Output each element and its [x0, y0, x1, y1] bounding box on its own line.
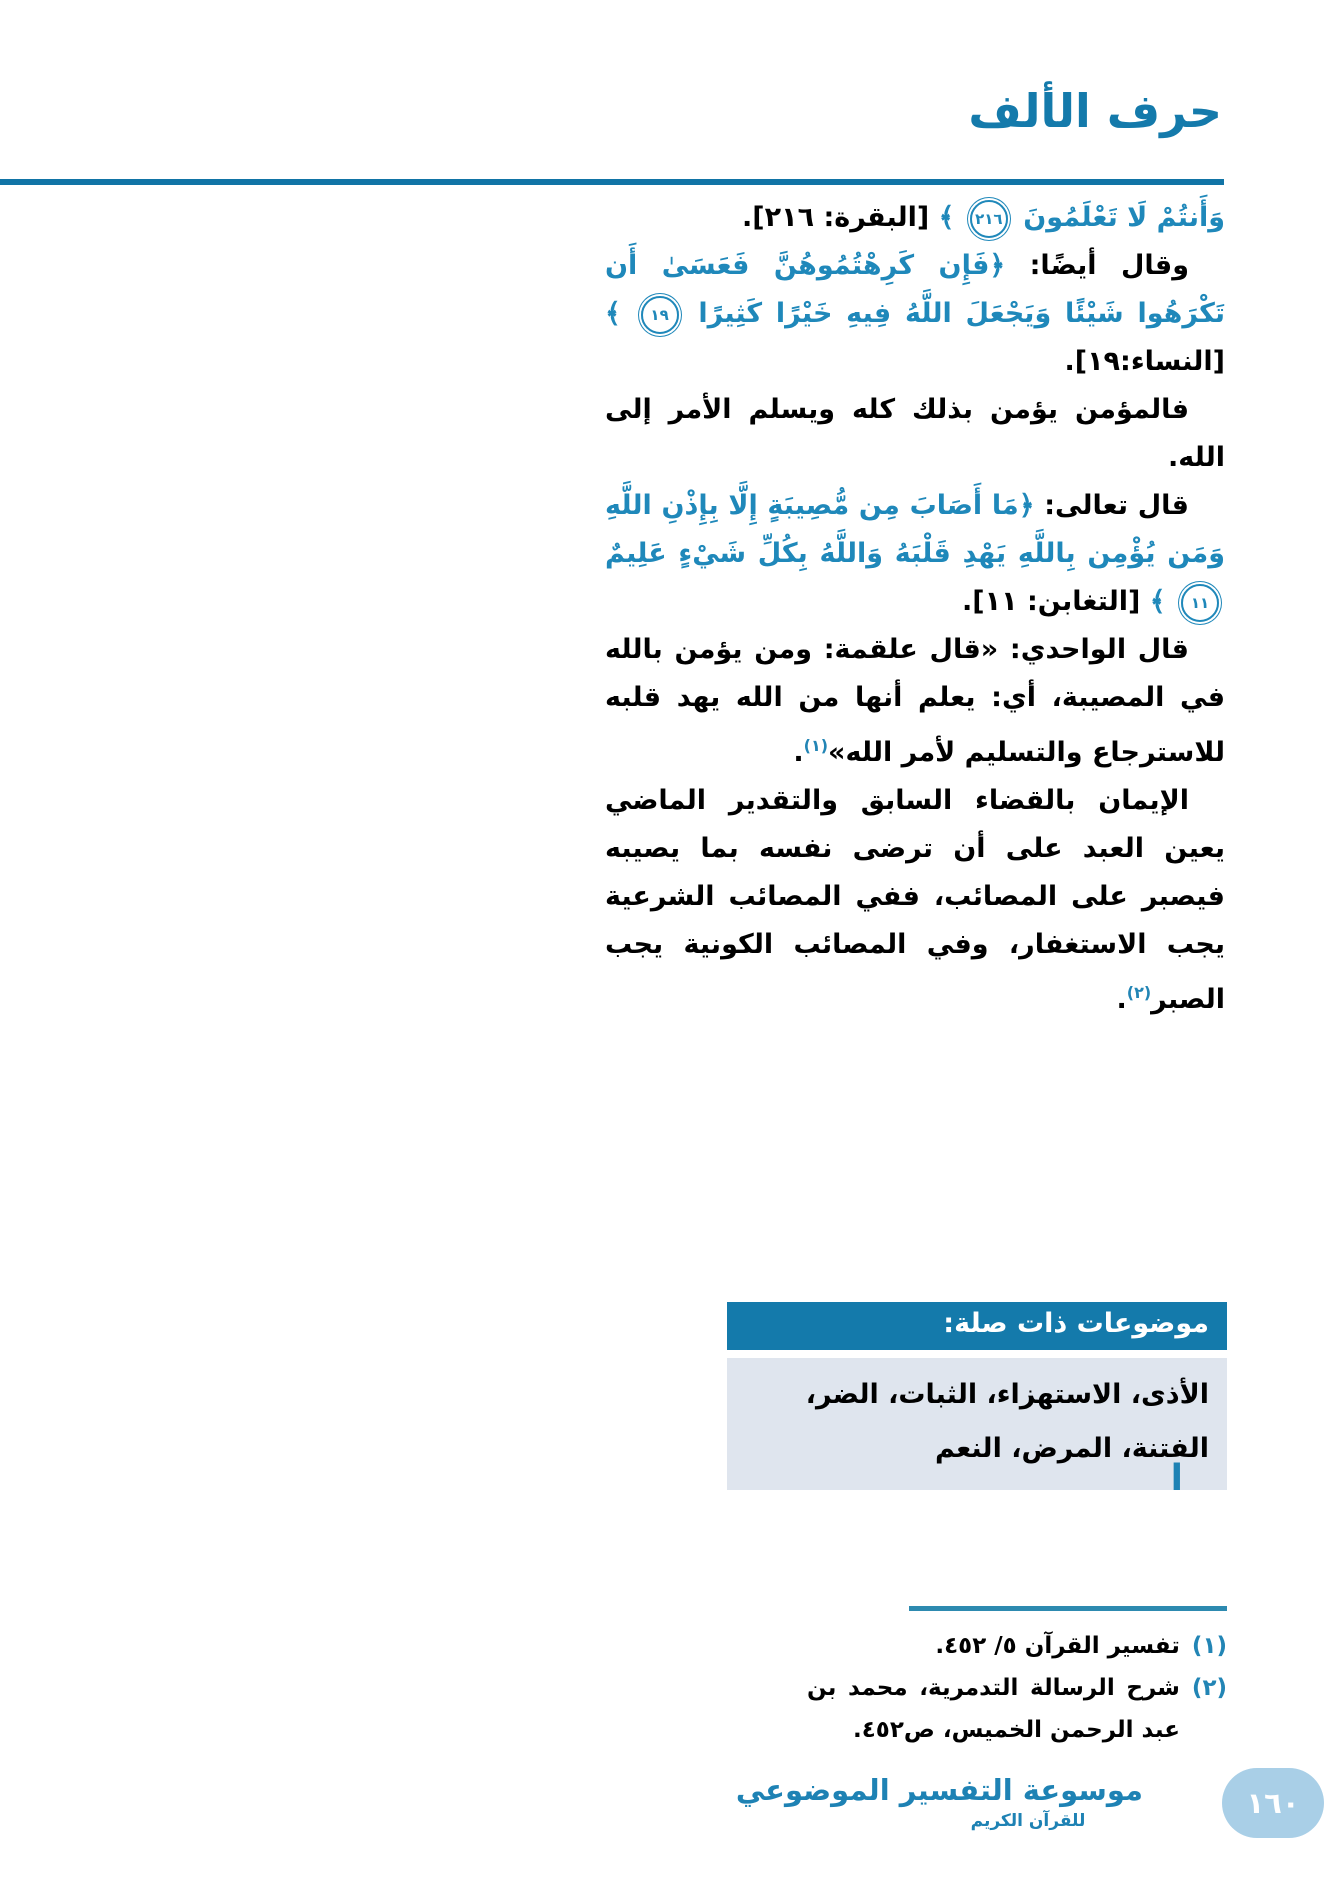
commentary-text: الإيمان بالقضاء السابق والتقدير الماضي يعين العبد على أن ترضى نفسه بما يصيبه فيصبر على المصائب، ففي المصائب الشرعية يجب الاستغفار، وفي المصائب الكونية يجب الصبر — [605, 785, 1225, 1015]
logo-subtitle: للقرآن الكريم — [970, 1811, 1086, 1831]
sentence-period: . — [793, 737, 804, 768]
commentary-text: فالمؤمن يؤمن بذلك كله ويسلم الأمر إلى الله. — [605, 394, 1225, 473]
footnote-text: شرح الرسالة التدمرية، محمد بن عبد الرحمن الخميس، ص٤٥٢. — [807, 1675, 1180, 1743]
section-letter-marker: ا — [1170, 1458, 1183, 1499]
footnote-marker-2: (٢) — [1126, 983, 1152, 1002]
paragraph-commentary — [605, 777, 1225, 1024]
quran-close-bracket: ﴾ — [938, 202, 955, 233]
related-topics-list: الأذى، الاستهزاء، الثبات، الضر، الفتنة، المرض، النعم — [727, 1358, 1227, 1490]
related-topics-header: موضوعات ذات صلة: — [727, 1302, 1227, 1350]
paragraph-commentary — [605, 386, 1225, 482]
footnote-item — [807, 1625, 1227, 1667]
footnote-text: تفسير القرآن ٥/ ٤٥٢. — [935, 1633, 1180, 1659]
footnote-item — [807, 1667, 1227, 1751]
chapter-title: حرف الألف — [968, 84, 1222, 138]
quran-verse-text: ﴿مَا أَصَابَ مِن مُّصِيبَةٍ إِلَّا بِإِذْنِ اللَّهِ وَمَن يُؤْمِن بِاللَّهِ يَهْدِ قَلْبَهُ وَاللَّهُ بِكُلِّ شَيْءٍ عَلِيمٌ — [605, 490, 1225, 569]
narration-intro: قال تعالى: — [1034, 490, 1189, 521]
footnotes-divider — [909, 1606, 1227, 1611]
verse-number-badge: ٢١٦ — [970, 200, 1008, 238]
paragraph-quran-continuation — [605, 194, 1225, 242]
verse-number-badge: ١١ — [1181, 584, 1219, 622]
quran-close-bracket: ﴾ — [1149, 586, 1166, 617]
footnote-number: (١) — [1191, 1633, 1227, 1659]
logo-title: موسوعة التفسير الموضوعي — [735, 1773, 1143, 1807]
paragraph-quran-quote — [605, 482, 1225, 626]
sentence-period: . — [1116, 984, 1127, 1015]
publisher-logo — [735, 1772, 1143, 1834]
body-text-column — [605, 194, 1225, 1024]
paragraph-quran-quote — [605, 242, 1225, 386]
related-topics-box — [727, 1302, 1227, 1490]
citation-text: قال الواحدي: «قال علقمة: ومن يؤمن بالله في المصيبة، أي: يعلم أنها من الله يهد قلبه للاسترجاع والتسليم لأمر الله» — [605, 634, 1225, 768]
verse-number-badge: ١٩ — [641, 296, 679, 334]
quran-verse-text: ﴿فَإِن كَرِهْتُمُوهُنَّ فَعَسَىٰ أَن تَكْرَهُوا شَيْئًا وَيَجْعَلَ اللَّهُ فِيهِ خَيْرًا كَثِيرًا — [605, 250, 1225, 329]
footnotes-block — [807, 1606, 1227, 1751]
verse-reference: [النساء:١٩]. — [1064, 346, 1225, 377]
narration-intro: وقال أيضًا: — [1005, 250, 1189, 281]
footnote-number: (٢) — [1191, 1675, 1227, 1701]
header-divider — [0, 179, 1224, 185]
verse-reference: [البقرة: ٢١٦]. — [742, 202, 930, 233]
quran-verse-text: وَأَنتُمْ لَا تَعْلَمُونَ — [1023, 202, 1225, 233]
quran-close-bracket: ﴾ — [605, 298, 621, 329]
verse-reference: [التغابن: ١١]. — [962, 586, 1141, 617]
page-number-badge: ١٦٠ — [1222, 1768, 1324, 1838]
paragraph-citation — [605, 626, 1225, 777]
footnote-marker-1: (١) — [803, 736, 829, 755]
